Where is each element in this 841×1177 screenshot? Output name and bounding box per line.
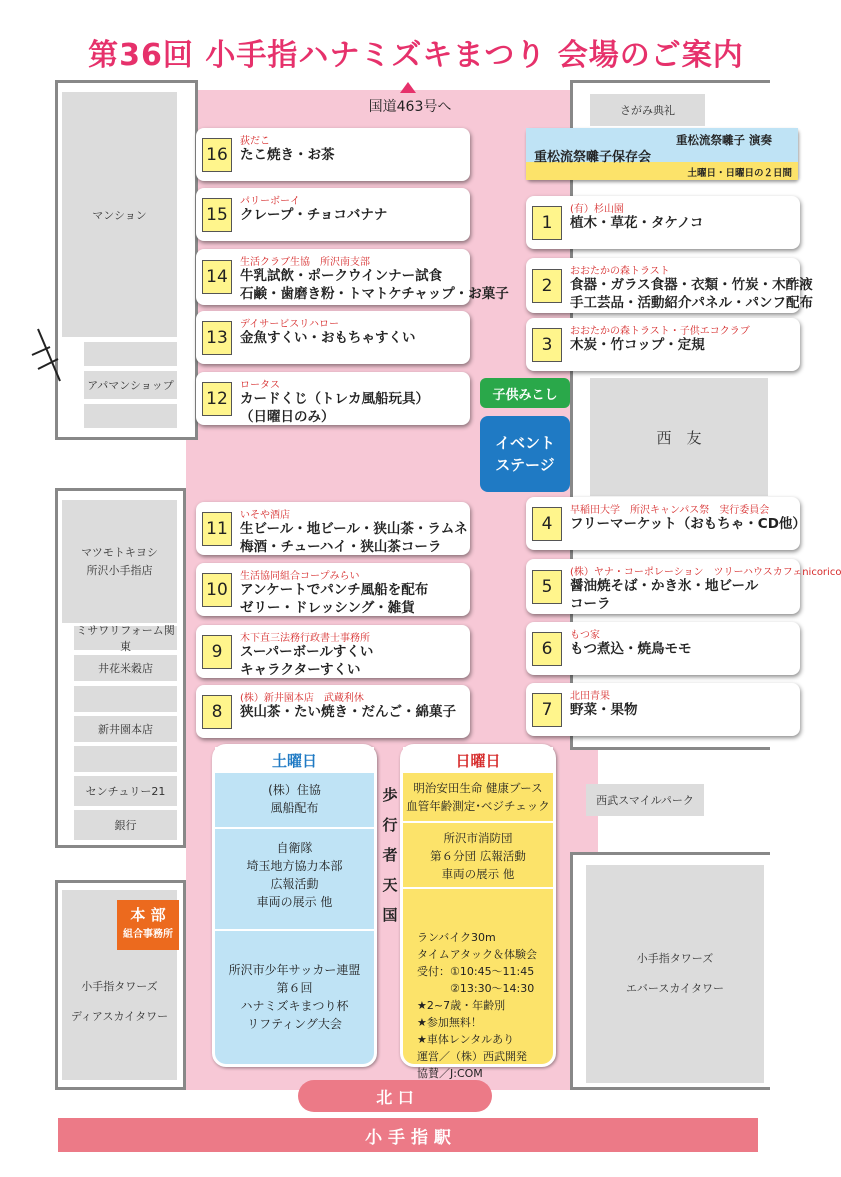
booth-item-line: 植木・草花・タケノコ	[570, 215, 704, 231]
building-dia-sky-tower: 小手指タワーズ ディアスカイタワー	[62, 890, 177, 1080]
booth-item-line: フリーマーケット（おもちゃ・CD他）	[570, 516, 806, 532]
booth-6	[526, 622, 800, 675]
booth-items	[570, 515, 806, 533]
north-arrow-up-icon	[400, 82, 416, 93]
booth-13	[196, 311, 470, 364]
booth-2	[526, 258, 813, 313]
booth-item-line: 金魚すくい・おもちゃすくい	[240, 330, 416, 346]
building-bank: 銀行	[74, 810, 177, 840]
booth-number: 11	[202, 512, 232, 546]
sunday-section-3: ランバイク30m タイムアタック＆体験会 受付：①10:45～11:45 ②13:30～14:30 ★2~7歳・年齢別 ★参加無料！ ★車体レンタルあり 運営／（株）西武開発 協賛／J:COM	[417, 931, 538, 1080]
booth-organizer: いそや酒店	[240, 510, 290, 521]
booth-items	[240, 206, 387, 224]
booth-items	[570, 214, 703, 232]
booth-number: 5	[532, 570, 562, 604]
building-blank-d	[74, 746, 177, 772]
booth-organizer: (株）ヤナ・コーポレーション ツリーハウスカフェnicorico	[570, 567, 841, 578]
booth-item-line: 醤油焼そば・かき氷・地ビール	[570, 578, 759, 594]
booth-number: 4	[532, 507, 562, 541]
booth-3	[526, 318, 800, 371]
saturday-section-3: 所沢市少年サッカー連盟 第６回 ハナミズキまつり杯 リフティング大会	[228, 963, 361, 1031]
booth-number: 2	[532, 269, 562, 303]
booth-organizer: もつ家	[570, 630, 600, 641]
booth-items	[240, 267, 509, 303]
booth-organizer: 生活クラブ生協 所沢南支部	[240, 257, 370, 268]
building-matsukiyo: マツモトキヨシ 所沢小手指店	[62, 500, 177, 623]
building-blank-a	[84, 342, 177, 366]
booth-item-line: （日曜日のみ）	[240, 409, 335, 425]
building-araien: 新井園本店	[74, 716, 177, 742]
saturday-section-2: 自衛隊 埼玉地方協力本部 広報活動 車両の展示 他	[215, 829, 374, 931]
hoyasai-title: 重松流祭囃子保存会	[534, 150, 652, 165]
booth-item-line: スーパーボールすくい	[240, 644, 374, 660]
booth-4	[526, 497, 806, 550]
booth-item-line: 牛乳試飲・ポークウインナー試食	[240, 268, 443, 284]
sunday-panel	[400, 744, 556, 1080]
station-bar: 小 手 指 駅	[58, 1118, 758, 1152]
building-seibu-smile-park: 西武スマイルパーク	[586, 784, 704, 816]
booth-item-line: 梅酒・チューハイ・狭山茶コーラ	[240, 539, 442, 555]
booth-organizer: (有）杉山園	[570, 204, 624, 215]
building-blank-b	[84, 404, 177, 428]
booth-organizer: パリーボーイ	[240, 196, 300, 207]
booth-items	[570, 577, 758, 613]
booth-item-line: アンケートでパンチ風船を配布	[240, 582, 429, 598]
booth-items	[240, 329, 416, 347]
building-apaman: アパマンショップ	[84, 371, 177, 399]
booth-item-line: 生ビール・地ビール・狭山茶・ラムネ	[240, 521, 468, 537]
booth-item-line: たこ焼き・お茶	[240, 147, 335, 163]
booth-items	[570, 276, 813, 312]
kodomo-mikoshi: 子供みこし	[480, 378, 570, 408]
sunday-title: 日曜日	[403, 747, 553, 773]
booth-item-line: 石鹸・歯磨き粉・トマトケチャップ・お菓子	[240, 286, 509, 302]
booth-items	[570, 701, 638, 719]
building-seiyu: 西 友	[590, 378, 768, 496]
booth-number: 3	[532, 328, 562, 362]
booth-9	[196, 625, 470, 678]
booth-organizer: おおたかの森トラスト・子供エコクラブ	[570, 326, 750, 337]
booth-item-line: 狭山茶・たい焼き・だんご・綿菓子	[240, 704, 456, 720]
booth-item-line: ゼリー・ドレッシング・雑貨	[240, 600, 415, 616]
booth-12	[196, 372, 470, 425]
sunday-section-2: 所沢市消防団 第６分団 広報活動 車両の展示 他	[403, 823, 553, 889]
booth-item-line: カードくじ（トレカ風船玩具）	[240, 391, 429, 407]
hoyasai-when: 土曜日・日曜日の２日間	[687, 168, 792, 179]
booth-item-line: もつ煮込・焼鳥モモ	[570, 641, 692, 657]
event-stage: イベント ステージ	[480, 416, 570, 492]
matsuri-bayashi-banner	[526, 128, 798, 180]
booth-items	[240, 520, 468, 556]
booth-items	[240, 703, 456, 721]
booth-8	[196, 685, 470, 738]
honbu-box	[117, 900, 179, 950]
booth-16	[196, 128, 470, 181]
pedestrian-label: 歩 行 者 天 国	[382, 786, 398, 924]
booth-item-line: 食器・ガラス食器・衣類・竹炭・木酢液	[570, 277, 813, 293]
booth-number: 13	[202, 321, 232, 355]
building-century21: センチュリー21	[74, 776, 177, 806]
booth-item-line: 木炭・竹コップ・定規	[570, 337, 705, 353]
booth-organizer: デイサービスリハロー	[240, 319, 339, 330]
page-title: 第36回 小手指ハナミズキまつり 会場のご案内	[88, 38, 744, 73]
building-blank-c	[74, 686, 177, 712]
booth-organizer: (株）新井園本店 武蔵利休	[240, 693, 364, 704]
booth-items	[240, 643, 373, 679]
booth-number: 6	[532, 632, 562, 666]
booth-organizer: 生活協同組合コープみらい	[240, 571, 360, 582]
booth-number: 14	[202, 260, 232, 294]
booth-organizer: 木下直三法務行政書士事務所	[240, 633, 370, 644]
road-label: 国道463号へ	[368, 99, 452, 115]
honbu-title: 本 部	[130, 906, 166, 924]
building-ibana: 井花米穀店	[74, 655, 177, 681]
booth-organizer: 早稲田大学 所沢キャンパス祭 実行委員会	[570, 505, 770, 516]
booth-item-line: クレープ・チョコバナナ	[240, 207, 388, 223]
building-ever-sky-tower: 小手指タワーズ エバースカイタワー	[586, 865, 764, 1083]
building-mansion: マンション	[62, 92, 177, 337]
booth-5	[526, 559, 841, 614]
booth-number: 7	[532, 693, 562, 727]
saturday-title: 土曜日	[215, 747, 374, 773]
booth-organizer: 荻だこ	[240, 136, 270, 147]
north-exit: 北 口	[298, 1080, 492, 1112]
booth-organizer: ロータス	[240, 380, 280, 391]
booth-organizer: おおたかの森トラスト	[570, 266, 670, 277]
sunday-section-1: 明治安田生命 健康ブース 血管年齢測定･ベジチェック	[403, 773, 553, 823]
booth-number: 10	[202, 573, 232, 607]
booth-item-line: 手工芸品・活動紹介パネル・パンフ配布	[570, 295, 813, 311]
hoyasai-right: 重松流祭囃子 演奏	[676, 133, 773, 147]
booth-1	[526, 196, 800, 249]
booth-items	[570, 640, 692, 658]
booth-15	[196, 188, 470, 241]
booth-number: 8	[202, 695, 232, 729]
booth-items	[240, 146, 335, 164]
honbu-sub: 組合事務所	[123, 929, 173, 940]
compass-north-icon	[30, 325, 70, 385]
booth-11	[196, 502, 470, 555]
booth-items	[240, 390, 429, 426]
booth-number: 16	[202, 138, 232, 172]
booth-item-line: コーラ	[570, 596, 611, 612]
booth-items	[240, 581, 428, 617]
booth-number: 15	[202, 198, 232, 232]
saturday-section-1: (株）住協 風船配布	[215, 773, 374, 829]
booth-10	[196, 563, 470, 616]
booth-14	[196, 249, 509, 305]
booth-7	[526, 683, 800, 736]
booth-number: 12	[202, 382, 232, 416]
booth-number: 9	[202, 635, 232, 669]
building-sagami-tenrei: さがみ典礼	[590, 94, 705, 126]
booth-organizer: 北田青果	[570, 691, 610, 702]
saturday-panel	[212, 744, 377, 1067]
building-misawa: ミサワリフォーム関東	[74, 626, 177, 650]
booth-items	[570, 336, 705, 354]
booth-item-line: キャラクターすくい	[240, 662, 361, 678]
booth-item-line: 野菜・果物	[570, 702, 638, 718]
booth-number: 1	[532, 206, 562, 240]
